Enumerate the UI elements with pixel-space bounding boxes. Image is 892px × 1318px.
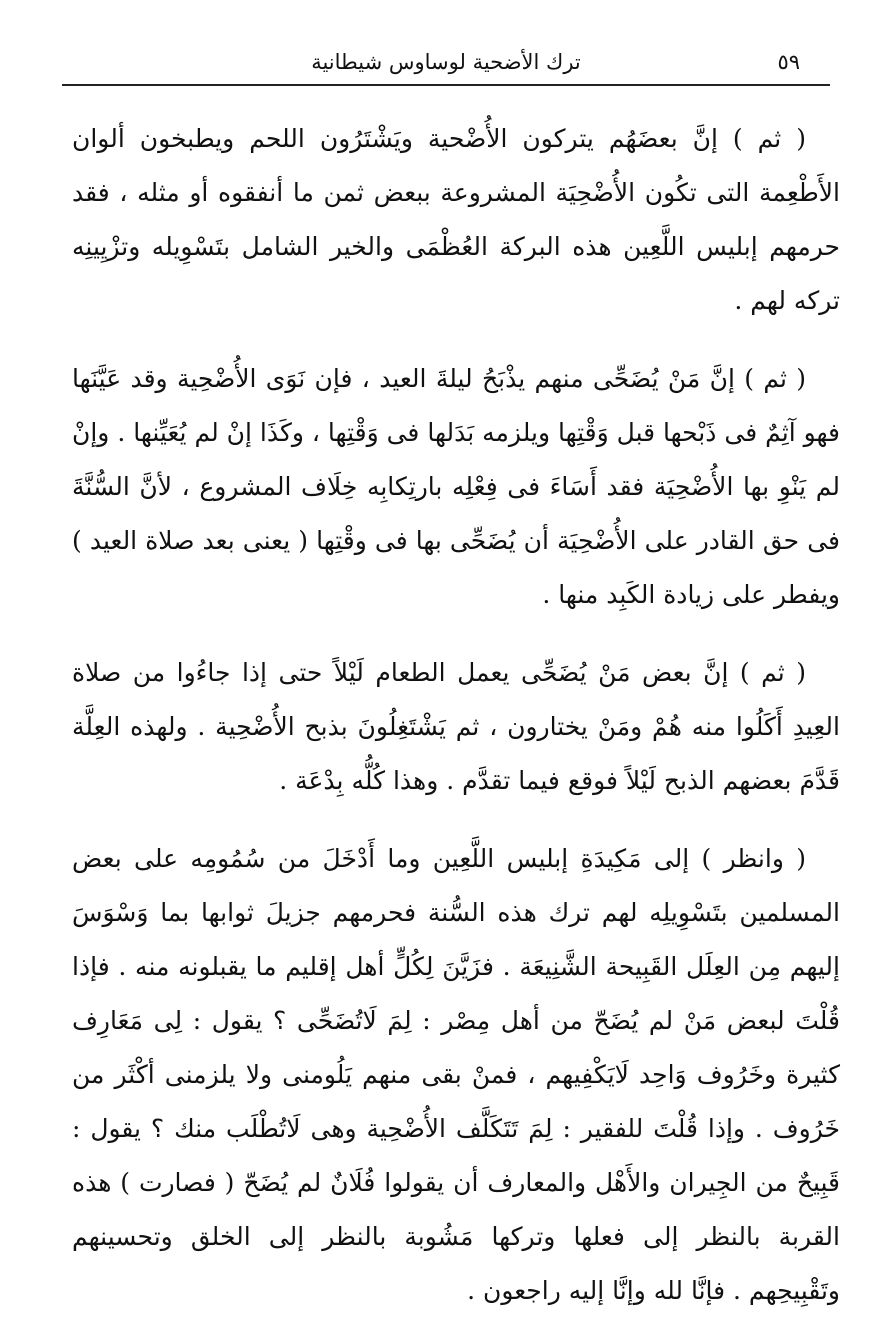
paragraph-1: ( ثم ) إنَّ بعضَهُم يتركون الأُضْحية ويَشْتَرُون اللحم ويطبخون ألوان الأَطْعِمة التى تكُون الأُضْحِيَة المشروعة ببعض ثمن ما أنفقوه أو مثله ، فقد حرمهم إبليس اللَّعِين هذه البركة العُظْمَى والخير الشامل بتَسْوِيله وتزْيِينِه تركه لهم . (72, 124, 840, 315)
header-divider (62, 84, 830, 86)
body-text (72, 112, 840, 1318)
running-header (62, 46, 830, 80)
paragraph-3: ( ثم ) إنَّ بعض مَنْ يُضَحِّى يعمل الطعام لَيْلاً حتى إذا جاءُوا من صلاة العِيدِ أَكَلُوا منه هُمْ ومَنْ يختارون ، ثم يَشْتَغِلُونَ بذبح الأُضْحِية . ولهذه العِلَّة قَدَّمَ بعضهم الذبح لَيْلاً فوقع فيما تقدَّم . وهذا كُلُّه بِدْعَة . (72, 658, 840, 795)
paragraph-2: ( ثم ) إنَّ مَنْ يُضَحِّى منهم يذْبَحُ ليلةَ العيد ، فإن نَوَى الأُضْحِية وقد عَيَّنَها فهو آثِمٌ فى ذَبْحها قبل وَقْتِها ويلزمه بَدَلها فى وَقْتِها ، وكَذَا إنْ لم يُعَيِّنها . وإنْ لم يَنْوِ بها الأُضْحِيَة فقد أَسَاءَ فى فِعْلِه بارتِكابِه خِلَاف المشروع ، لأنَّ السُّنَّةَ فى حق القادر على الأُضْحِيَة أن يُضَحِّى بها فى وقْتِها ( يعنى بعد صلاة العيد ) ويفطر على زيادة الكَبِد منها . (72, 364, 840, 609)
paragraph-4: ( وانظر ) إلى مَكِيدَةِ إبليس اللَّعِين وما أَدْخَلَ من سُمُومِه على بعض المسلمين بتَسْوِيلِه لهم ترك هذه السُّنة فحرمهم جزيلَ ثوابها بما وَسْوَسَ إليهم مِن العِلَل القَبِيحة الشَّنِيعَة . فزَيَّنَ لِكُلٍّ أهل إقليم ما يقبلونه منه . فإذا قُلْتَ لبعض مَنْ لم يُضَحّ من أهل مِصْر : لِمَ لَاتُضَحِّى ؟ يقول : لِى مَعَارِف كثيرة وخَرُوف وَاحِد لَايَكْفِيهم ، فمنْ بقى منهم يَلُومنى ولا يلزمنى أكْثَر من خَرُوف . وإذا قُلْتَ للفقير : لِمَ تَتَكَلَّف الأُضْحِية وهى لَاتُطْلَب منك ؟ يقول : قَبِيحٌ من الجِيران والأَهْل والمعارف أن يقولوا فُلَانٌ لم يُضَحّ ( فصارت ) هذه القربة بالنظر إلى فعلها وتركها مَشُوبة بالنظر إلى الخلق وتحسينهم وتَقْبِيحِهم . فإنَّا لله وإنَّا إليه راجعون . (72, 844, 840, 1305)
page-number: ٥٩ (777, 50, 800, 74)
header-title: ترك الأضحية لوساوس شيطانية (311, 50, 581, 74)
